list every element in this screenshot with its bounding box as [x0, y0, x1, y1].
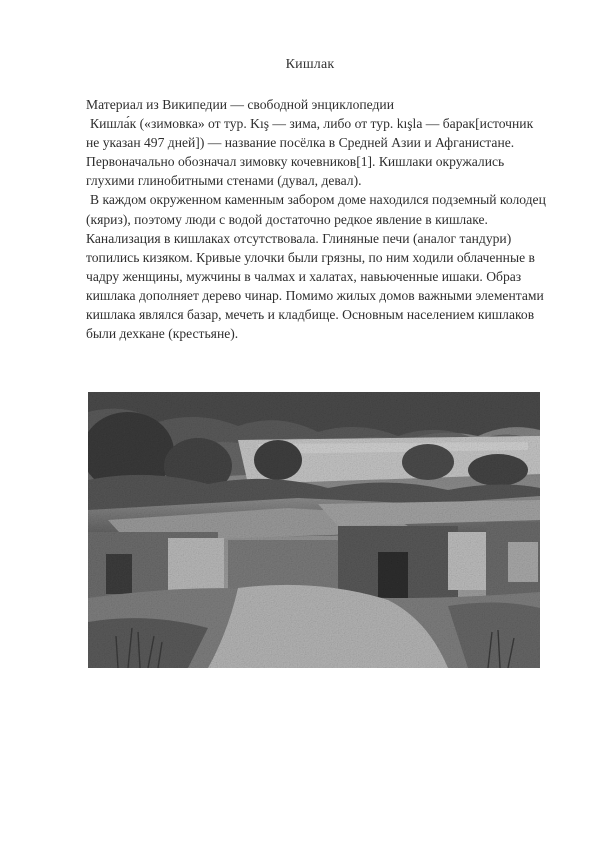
article-body [86, 95, 546, 343]
paragraph-description: В каждом окруженном каменным забором доме находился подземный колодец (кяриз), поэтому люди с водой достаточно редкое явление в кишлаке. Канализация в кишлаках отсутствовала. Глиняные печи (аналог тандури) топились кизяком. Кривые улочки были грязны, по ним ходили облаченные в чадру женщины, мужчины в чалмах и халатах, навьюченные ишаки. Образ кишлака дополняет дерево чинар. Помимо жилых домов важными элементами кишлака являлся базар, мечеть и кладбище. Основным населением кишлаков были дехкане (крестьяне). [86, 192, 546, 342]
paragraph-intro: Кишла́к («зимовка» от тур. Kış — зима, либо от тур. kışla — барак[источник не указан 497 дней]) — название посёлка в Средней Азии и Афганистане. Первоначально обозначал зимовку кочевников[1]. Кишлаки окружались глухими глинобитными стенами (дувал, девал). [86, 116, 534, 189]
source-line: Материал из Википедии — свободной энциклопедии [86, 97, 394, 112]
page-title: Кишлак [285, 57, 335, 72]
kishlak-photo-graphic [88, 392, 540, 668]
kishlak-photo [88, 392, 540, 668]
